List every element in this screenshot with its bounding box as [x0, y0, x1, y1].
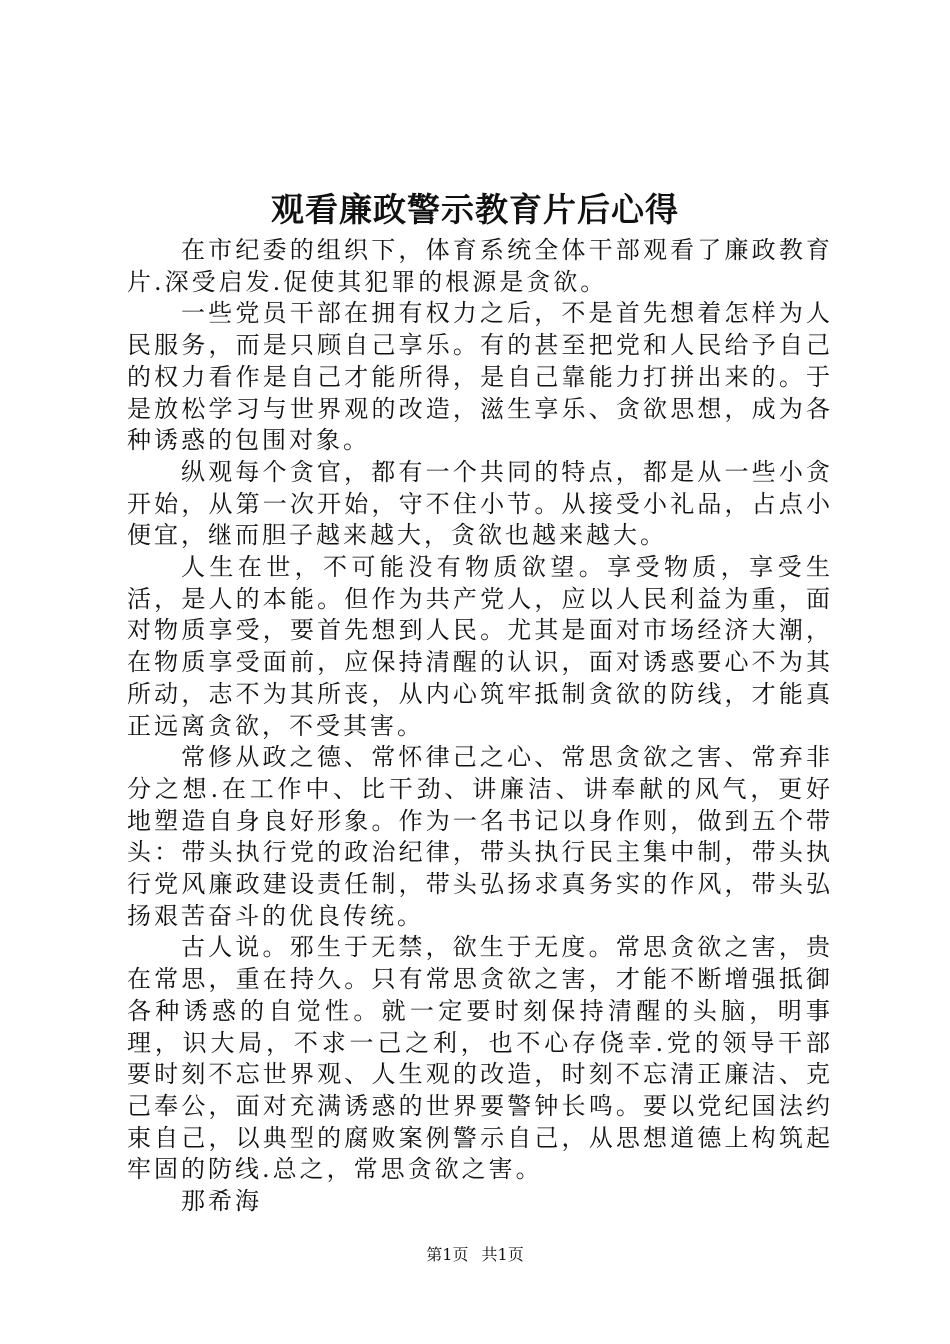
paragraph-6: 古人说。邪生于无禁，欲生于无度。常思贪欲之害，贵在常思，重在持久。只有常思贪欲之害，才能不断增强抵御各种诱惑的自觉性。就一定要时刻保持清醒的头脑，明事理，识大局，不求一己之利，也不心存侥幸.党的领导干部要时刻不忘世界观、人生观的改造，时刻不忘清正廉洁、克己奉公，面对充满诱惑的世界要警钟长鸣。要以党纪国法约束自己，以典型的腐败案例警示自己，从思想道德上构筑起牢固的防线.总之，常思贪欲之害。: [127, 933, 833, 1184]
page-number: 第1页: [426, 1245, 469, 1264]
paragraph-1: 在市纪委的组织下，体育系统全体干部观看了廉政教育片.深受启发.促使其犯罪的根源是贪欲。: [127, 236, 833, 296]
paragraph-4: 人生在世，不可能没有物质欲望。享受物质，享受生活，是人的本能。但作为共产党人，应以人民利益为重，面对物质享受，要首先想到人民。尤其是面对市场经济大潮，在物质享受面前，应保持清醒的认识，面对诱惑要心不为其所动，志不为其所丧，从内心筑牢抵制贪欲的防线，才能真正远离贪欲，不受其害。: [127, 553, 833, 740]
page-footer: [0, 1244, 950, 1266]
paragraph-2: 一些党员干部在拥有权力之后，不是首先想着怎样为人民服务，而是只顾自己享乐。有的甚至把党和人民给予自己的权力看作是自己才能所得，是自己靠能力打拼出来的。于是放松学习与世界观的改造，滋生享乐、贪欲思想，成为各种诱惑的包围对象。: [127, 299, 833, 455]
paragraph-3: 纵观每个贪官，都有一个共同的特点，都是从一些小贪开始，从第一次开始，守不住小节。从接受小礼品，占点小便宜，继而胆子越来越大，贪欲也越来越大。: [127, 457, 833, 550]
author-signature: 那希海: [181, 1187, 262, 1216]
paragraph-5: 常修从政之德、常怀律己之心、常思贪欲之害、常弃非分之想.在工作中、比干劲、讲廉洁、讲奉献的风气，更好地塑造自身良好形象。作为一名书记以身作则，做到五个带头：带头执行党的政治纪律，带头执行民主集中制，带头执行党风廉政建设责任制，带头弘扬求真务实的作风，带头弘扬艰苦奋斗的优良传统。: [127, 743, 833, 930]
page-total: 共1页: [481, 1245, 524, 1264]
document-title: 观看廉政警示教育片后心得: [271, 190, 679, 229]
document-body: [127, 235, 833, 1218]
